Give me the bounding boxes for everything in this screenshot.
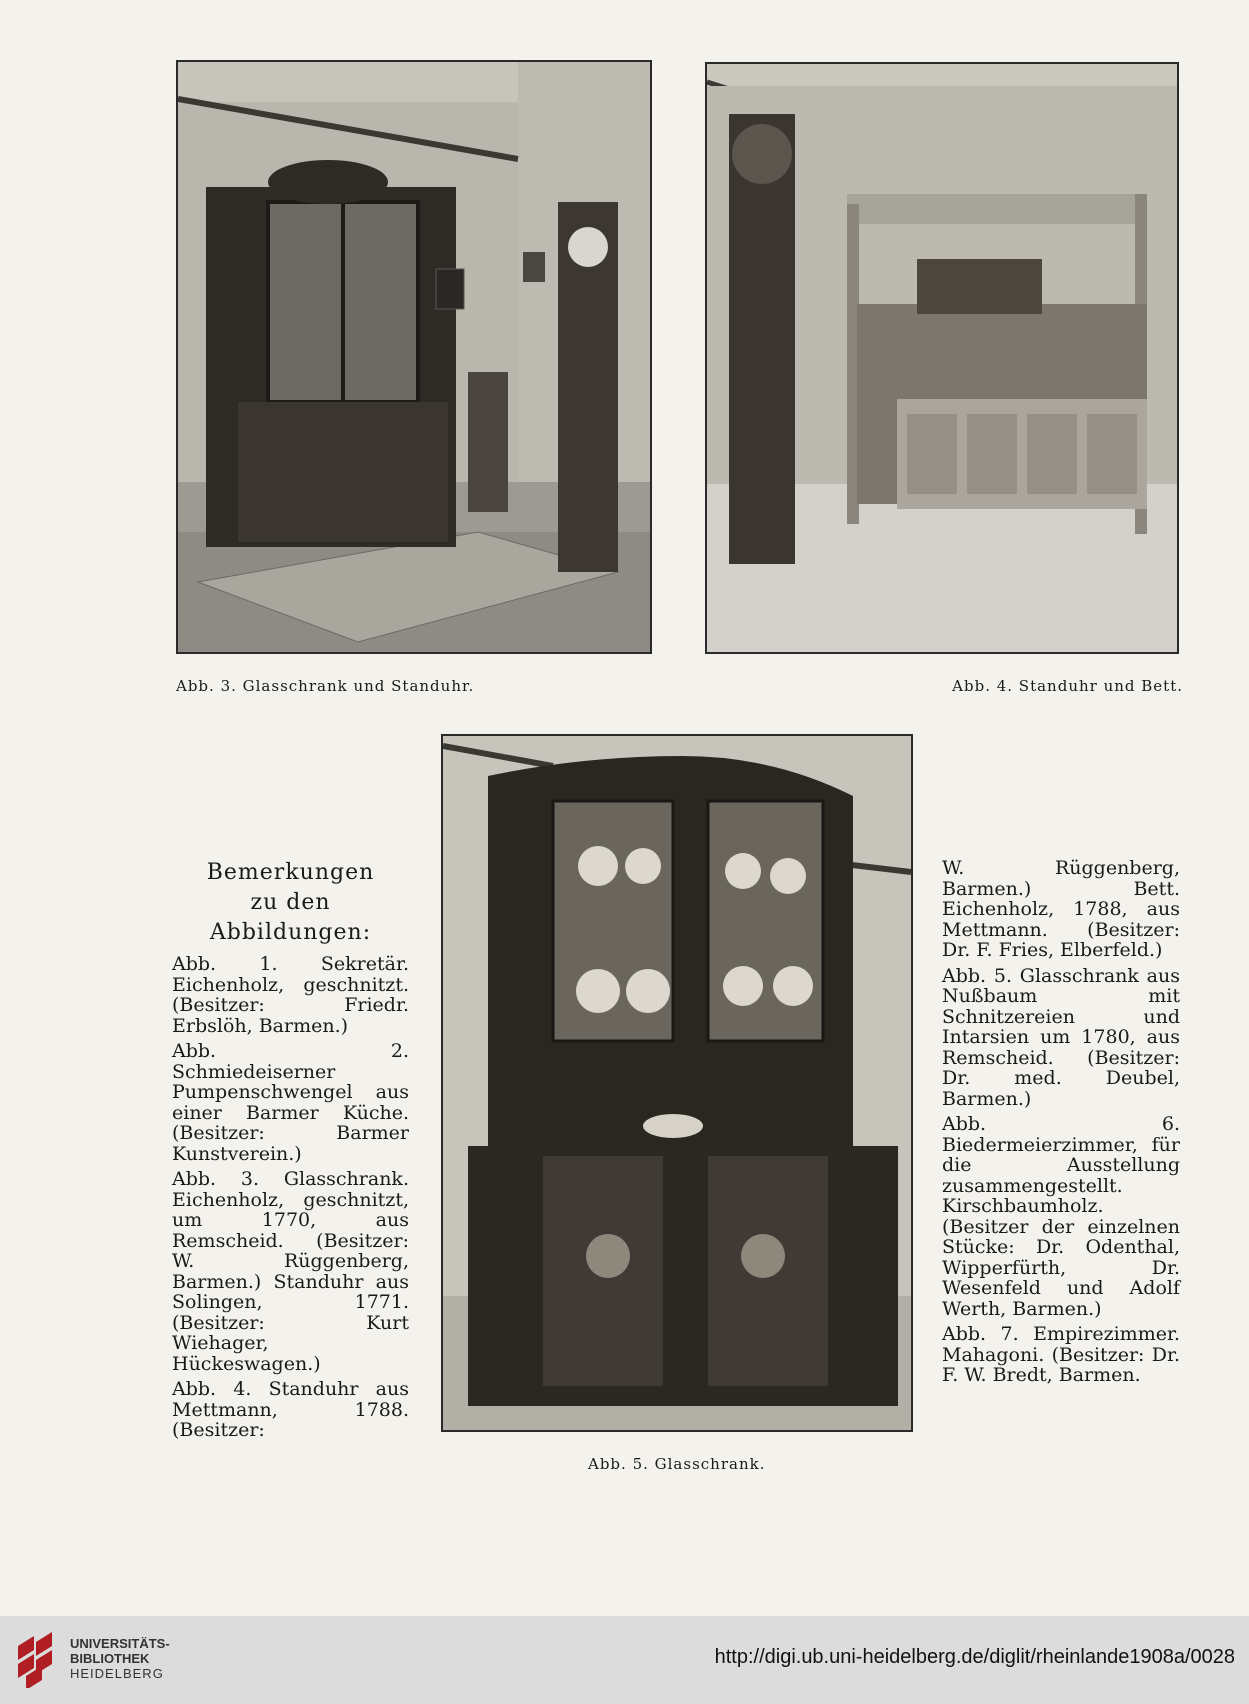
figure-5-caption: Abb. 5. Glasschrank. xyxy=(588,1455,766,1473)
note-abb-5: Abb. 5. Glasschrank aus Nußbaum mit Schnitzereien und Intarsien um 1780, aus Remscheid. (Besitzer: Dr. med. Deubel, Barmen.) xyxy=(942,964,1180,1110)
note-abb-7: Abb. 7. Empirezimmer. Mahagoni. (Besitzer: Dr. F. W. Bredt, Barmen. xyxy=(942,1323,1180,1386)
logo-line-3: HEIDELBERG xyxy=(70,1666,164,1681)
university-logo-icon xyxy=(14,1632,64,1688)
logo-line-1: UNIVERSITÄTS- xyxy=(70,1636,170,1651)
note-abb-3: Abb. 3. Glasschrank. Eichenholz, geschnitzt, um 1770, aus Remscheid. (Besitzer: W. Rüggenberg, Barmen.) Standuhr aus Solingen, 1771. (Besitzer: Kurt Wiehager, Hückeswagen.) xyxy=(172,1168,409,1375)
figure-4-photo xyxy=(705,62,1179,654)
figure-4-caption: Abb. 4. Standuhr und Bett. xyxy=(952,677,1183,695)
footer-bar xyxy=(0,1616,1249,1704)
notes-heading-line1: Bemerkungen xyxy=(206,860,375,885)
notes-left-column xyxy=(172,858,409,1446)
note-abb-4: Abb. 4. Standuhr aus Mettmann, 1788. (Besitzer: xyxy=(172,1378,409,1441)
notes-right-column xyxy=(942,858,1180,1391)
note-abb-6: Abb. 6. Biedermeierzimmer, für die Ausstellung zusammengestellt. Kirschbaumholz. (Besitzer der einzelnen Stücke: Dr. Odenthal, Wipperfürth, Dr. Wesenfeld und Adolf Werth, Barmen.) xyxy=(942,1113,1180,1320)
note-abb-2: Abb. 2. Schmiedeiserner Pumpenschwengel aus einer Barmer Küche. (Besitzer: Barmer Kunstverein.) xyxy=(172,1040,409,1165)
figure-3-photo xyxy=(176,60,652,654)
note-abb-4-cont: W. Rüggenberg, Barmen.) Bett. Eichenholz, 1788, aus Mettmann. (Besitzer: Dr. F. Fries, Elberfeld.) xyxy=(942,857,1180,961)
notes-heading-line2: zu den Abbildungen: xyxy=(209,890,372,945)
figure-3-caption: Abb. 3. Glasschrank und Standuhr. xyxy=(176,677,475,695)
page-url[interactable]: http://digi.ub.uni-heidelberg.de/diglit/rheinlande1908a/0028 xyxy=(714,1646,1235,1668)
university-logo-text xyxy=(70,1636,170,1681)
figure-5-photo xyxy=(441,734,913,1432)
note-abb-1: Abb. 1. Sekretär. Eichenholz, geschnitzt. (Besitzer: Friedr. Erbslöh, Barmen.) xyxy=(172,953,409,1037)
logo-line-2: BIBLIOTHEK xyxy=(70,1651,150,1666)
